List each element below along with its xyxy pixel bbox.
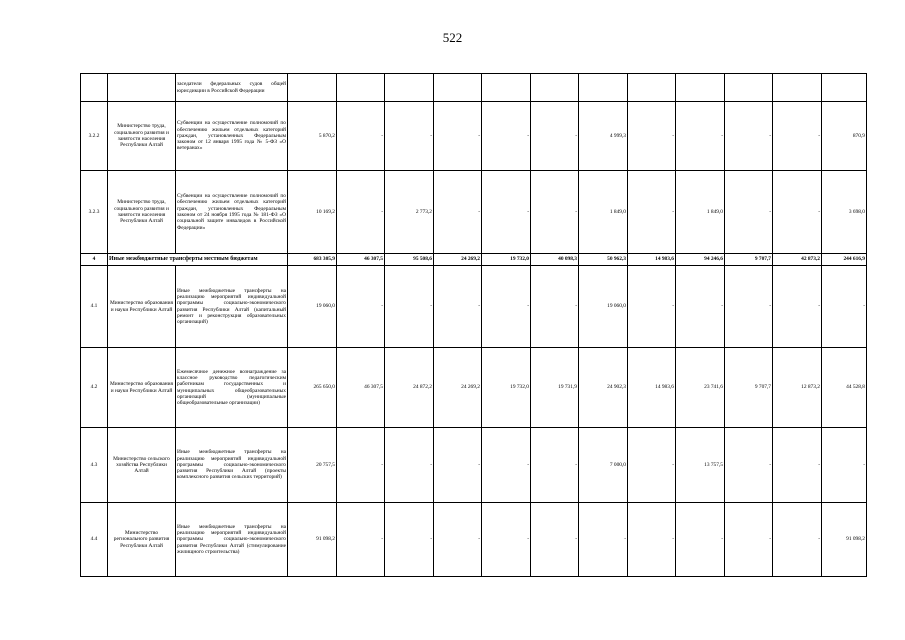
table-row bbox=[81, 428, 867, 503]
municipality-value-cell: - bbox=[482, 171, 531, 254]
municipality-value-cell: 23 741,6 bbox=[676, 348, 725, 428]
total-value-cell: 19 060,0 bbox=[288, 266, 337, 348]
municipality-value-cell: - bbox=[628, 503, 676, 577]
municipality-value-cell: 19 060,0 bbox=[579, 266, 628, 348]
municipality-value-cell: 7 000,0 bbox=[579, 428, 628, 503]
municipality-value-cell: - bbox=[385, 266, 434, 348]
description-cell: Ежемесячное денежное вознаграждение за классное руководство педагогическим работникам государственных и муниципальных общеобразовательных организаций (муниципальные общеобразовательные организации) bbox=[176, 348, 288, 428]
municipality-value-cell: - bbox=[725, 428, 773, 503]
budget-table bbox=[80, 73, 867, 577]
municipality-value-cell: - bbox=[773, 428, 822, 503]
municipality-value-cell: - bbox=[628, 102, 676, 171]
municipality-value-cell: - bbox=[531, 428, 579, 503]
municipality-value-cell bbox=[822, 74, 867, 102]
description-cell: заседатели федеральных судов общей юрисдикции в Российской Федерации bbox=[176, 74, 288, 102]
municipality-value-cell: - bbox=[628, 171, 676, 254]
municipality-value-cell bbox=[773, 74, 822, 102]
municipality-value-cell: 13 757,5 bbox=[676, 428, 725, 503]
municipality-value-cell: - bbox=[482, 266, 531, 348]
municipality-value-cell: 4 999,3 bbox=[579, 102, 628, 171]
municipality-value-cell: 14 983,6 bbox=[628, 254, 676, 266]
municipality-value-cell: 1 849,0 bbox=[676, 171, 725, 254]
municipality-value-cell bbox=[676, 74, 725, 102]
municipality-value-cell: - bbox=[628, 428, 676, 503]
municipality-value-cell bbox=[725, 74, 773, 102]
municipality-value-cell: - bbox=[337, 428, 385, 503]
description-cell: Иные межбюджетные трансферты на реализацию мероприятий индивидуальной программы социально-экономического развития Республики Алтай (стимулирование жилищного строительства) bbox=[176, 503, 288, 577]
municipality-value-cell: 94 246,6 bbox=[676, 254, 725, 266]
municipality-value-cell: - bbox=[337, 171, 385, 254]
municipality-value-cell bbox=[434, 74, 482, 102]
municipality-value-cell: 1 849,0 bbox=[579, 171, 628, 254]
municipality-value-cell: - bbox=[773, 266, 822, 348]
description-cell: Субвенции на осуществление полномочий по обеспечению жильем отдельных категорий граждан, установленных Федеральным законом от 12 января 1995 года № 5-ФЗ «О ветеранах» bbox=[176, 102, 288, 171]
table-section-row bbox=[81, 254, 867, 266]
total-value-cell: 91 098,2 bbox=[288, 503, 337, 577]
municipality-value-cell: - bbox=[531, 503, 579, 577]
municipality-value-cell: 870,9 bbox=[822, 102, 867, 171]
total-value-cell: 683 305,9 bbox=[288, 254, 337, 266]
municipality-value-cell: - bbox=[482, 503, 531, 577]
municipality-value-cell: - bbox=[773, 503, 822, 577]
row-number-cell: 3.2.2 bbox=[81, 102, 108, 171]
table-row bbox=[81, 74, 867, 102]
municipality-value-cell: - bbox=[676, 266, 725, 348]
organization-cell: Министерство труда, социального развития и занятости населения Республики Алтай bbox=[108, 171, 176, 254]
municipality-value-cell: 12 873,2 bbox=[773, 348, 822, 428]
municipality-value-cell: - bbox=[337, 266, 385, 348]
municipality-value-cell: 24 872,2 bbox=[385, 348, 434, 428]
total-value-cell: 20 757,5 bbox=[288, 428, 337, 503]
municipality-value-cell: - bbox=[725, 102, 773, 171]
total-value-cell: 265 650,0 bbox=[288, 348, 337, 428]
table-row bbox=[81, 348, 867, 428]
municipality-value-cell: - bbox=[434, 171, 482, 254]
page-number: 522 bbox=[442, 30, 463, 45]
total-value-cell bbox=[288, 74, 337, 102]
total-value-cell: 5 870,2 bbox=[288, 102, 337, 171]
municipality-value-cell: - bbox=[434, 102, 482, 171]
municipality-value-cell: - bbox=[773, 171, 822, 254]
municipality-value-cell: - bbox=[725, 266, 773, 348]
description-cell: Иные межбюджетные трансферты на реализацию мероприятий индивидуальной программы социально-экономического развития Республики Алтай (капитальный ремонт и реконструкция образовательных организаций) bbox=[176, 266, 288, 348]
municipality-value-cell: - bbox=[482, 428, 531, 503]
municipality-value-cell: - bbox=[628, 266, 676, 348]
municipality-value-cell: - bbox=[531, 171, 579, 254]
municipality-value-cell: 44 528,8 bbox=[822, 348, 867, 428]
municipality-value-cell: 19 731,9 bbox=[531, 348, 579, 428]
municipality-value-cell: - bbox=[822, 428, 867, 503]
municipality-value-cell: - bbox=[579, 503, 628, 577]
municipality-value-cell: - bbox=[725, 171, 773, 254]
municipality-value-cell: - bbox=[385, 503, 434, 577]
organization-cell: Министерство труда, социального развития и занятости населения Республики Алтай bbox=[108, 102, 176, 171]
municipality-value-cell: 95 508,6 bbox=[385, 254, 434, 266]
municipality-value-cell: 24 269,2 bbox=[434, 348, 482, 428]
organization-cell: Министерство образования и науки Республики Алтай bbox=[108, 348, 176, 428]
municipality-value-cell: 9 707,7 bbox=[725, 254, 773, 266]
organization-cell: Министерство сельского хозяйства Республики Алтай bbox=[108, 428, 176, 503]
row-number-cell: 4.3 bbox=[81, 428, 108, 503]
municipality-value-cell: 42 873,2 bbox=[773, 254, 822, 266]
table-row bbox=[81, 503, 867, 577]
municipality-value-cell: 3 698,0 bbox=[822, 171, 867, 254]
municipality-value-cell: 50 962,3 bbox=[579, 254, 628, 266]
municipality-value-cell: 24 269,2 bbox=[434, 254, 482, 266]
municipality-value-cell: - bbox=[531, 266, 579, 348]
row-number-cell: 4.4 bbox=[81, 503, 108, 577]
municipality-value-cell bbox=[531, 74, 579, 102]
municipality-value-cell: - bbox=[676, 102, 725, 171]
municipality-value-cell: - bbox=[434, 428, 482, 503]
municipality-value-cell: 91 098,2 bbox=[822, 503, 867, 577]
municipality-value-cell bbox=[628, 74, 676, 102]
municipality-value-cell: - bbox=[337, 102, 385, 171]
municipality-value-cell: - bbox=[385, 428, 434, 503]
municipality-value-cell: 46 307,5 bbox=[337, 254, 385, 266]
municipality-value-cell: - bbox=[337, 503, 385, 577]
section-label-cell: Иные межбюджетные трансферты местным бюджетам bbox=[108, 254, 288, 266]
municipality-value-cell: - bbox=[725, 503, 773, 577]
municipality-value-cell bbox=[482, 74, 531, 102]
description-cell: Субвенции на осуществление полномочий по обеспечению жильем отдельных категорий граждан, установленных Федеральным законом от 24 ноября 1995 года № 181-ФЗ «О социальной защите инвалидов в Российской Федерации» bbox=[176, 171, 288, 254]
municipality-value-cell: - bbox=[773, 102, 822, 171]
municipality-value-cell: 14 983,6 bbox=[628, 348, 676, 428]
municipality-value-cell: - bbox=[676, 503, 725, 577]
municipality-value-cell: 244 616,9 bbox=[822, 254, 867, 266]
table-row bbox=[81, 171, 867, 254]
organization-cell: Министерство образования и науки Республики Алтай bbox=[108, 266, 176, 348]
table-body bbox=[81, 74, 867, 577]
organization-cell: Министерство регионального развития Республики Алтай bbox=[108, 503, 176, 577]
municipality-value-cell bbox=[579, 74, 628, 102]
municipality-value-cell: 46 307,5 bbox=[337, 348, 385, 428]
row-number-cell: 4.1 bbox=[81, 266, 108, 348]
municipality-value-cell bbox=[337, 74, 385, 102]
row-number-cell: 4.2 bbox=[81, 348, 108, 428]
municipality-value-cell: 2 773,2 bbox=[385, 171, 434, 254]
description-cell: Иные межбюджетные трансферты на реализацию мероприятий индивидуальной программы социально-экономического развития Республики Алтай (проекты комплексного развития сельских территорий) bbox=[176, 428, 288, 503]
municipality-value-cell: - bbox=[822, 266, 867, 348]
municipality-value-cell: 24 902,3 bbox=[579, 348, 628, 428]
municipality-value-cell: - bbox=[434, 503, 482, 577]
organization-cell bbox=[108, 74, 176, 102]
municipality-value-cell: 9 707,7 bbox=[725, 348, 773, 428]
municipality-value-cell: 40 098,3 bbox=[531, 254, 579, 266]
municipality-value-cell: 19 732,0 bbox=[482, 348, 531, 428]
municipality-value-cell: 19 732,0 bbox=[482, 254, 531, 266]
row-number-cell: 4 bbox=[81, 254, 108, 266]
municipality-value-cell: - bbox=[531, 102, 579, 171]
municipality-value-cell: - bbox=[434, 266, 482, 348]
municipality-value-cell bbox=[385, 74, 434, 102]
municipality-value-cell: - bbox=[385, 102, 434, 171]
table-row bbox=[81, 102, 867, 171]
table-row bbox=[81, 266, 867, 348]
row-number-cell: 3.2.3 bbox=[81, 171, 108, 254]
municipality-value-cell: - bbox=[482, 102, 531, 171]
total-value-cell: 10 169,2 bbox=[288, 171, 337, 254]
row-number-cell bbox=[81, 74, 108, 102]
